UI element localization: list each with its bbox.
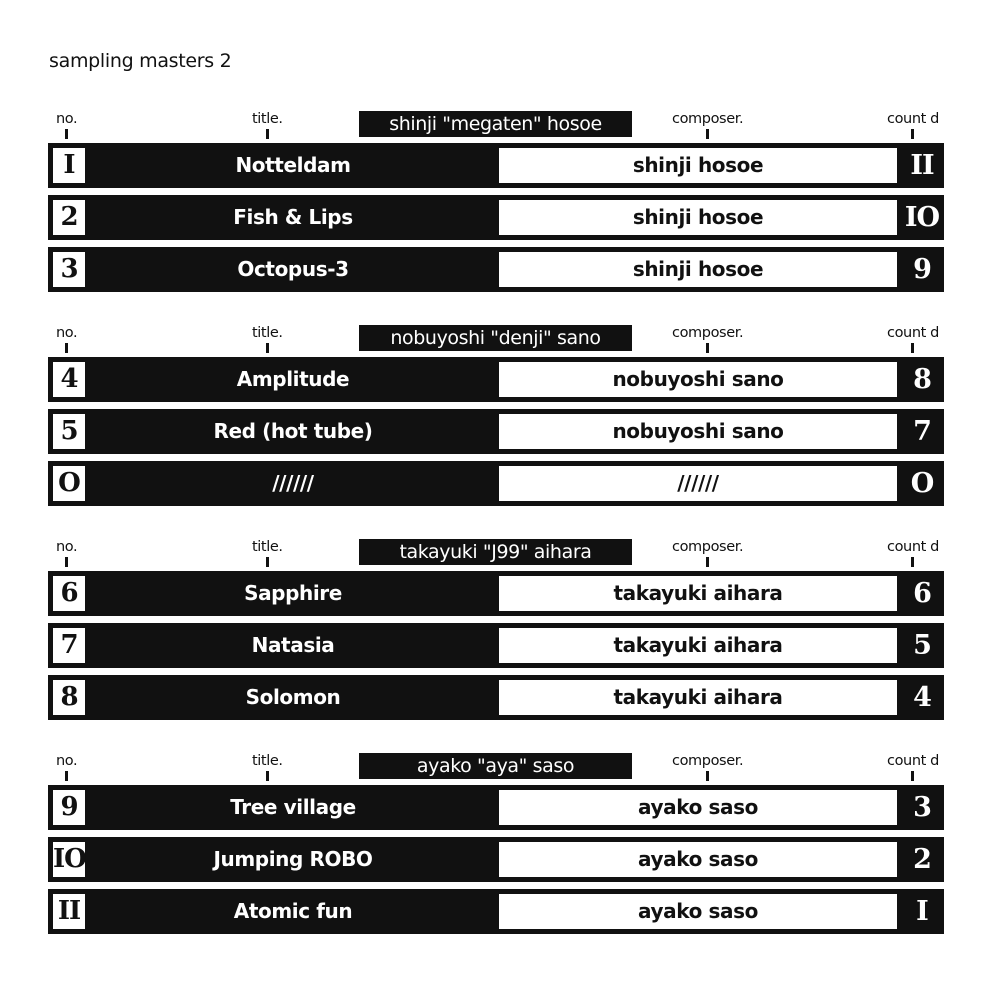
track-row [48,195,944,240]
track-count: 2 [913,844,931,875]
track-title: Red (hot tube) [213,419,373,443]
track-composer: ayako saso [499,790,897,825]
group-ayako-saso [0,753,1000,953]
track-title: Fish & Lips [233,205,353,229]
track-composer: shinji hosoe [499,148,897,183]
header-composer: composer. [672,539,744,555]
artist-label: ayako "aya" saso [359,753,632,779]
artist-label: nobuyoshi "denji" sano [359,325,632,351]
track-row [48,889,944,934]
header-no: no. [56,325,78,341]
header-count: count d [887,111,939,127]
header-title: title. [252,111,283,127]
track-count: I [916,896,928,927]
track-number: 5 [53,414,85,449]
header-composer: composer. [672,753,744,769]
track-composer: takayuki aihara [499,576,897,611]
track-number: 2 [53,200,85,235]
track-composer: shinji hosoe [499,252,897,287]
track-title: Atomic fun [233,899,353,923]
track-count: O [910,468,934,499]
track-title: Octopus-3 [237,257,349,281]
track-composer: takayuki aihara [499,628,897,663]
track-count: 7 [913,416,931,447]
header-count: count d [887,325,939,341]
track-title: Jumping ROBO [213,847,373,871]
header-title: title. [252,753,283,769]
track-composer: nobuyoshi sano [499,362,897,397]
track-row [48,461,944,506]
track-count: 3 [913,792,931,823]
group-nobuyoshi-sano [0,325,1000,525]
track-composer: takayuki aihara [499,680,897,715]
header-title: title. [252,325,283,341]
track-number: 3 [53,252,85,287]
track-number: 6 [53,576,85,611]
artist-label: shinji "megaten" hosoe [359,111,632,137]
track-count: II [910,150,934,181]
track-title: Tree village [230,795,356,819]
track-row [48,571,944,616]
track-row [48,837,944,882]
track-composer: nobuyoshi sano [499,414,897,449]
header-no: no. [56,539,78,555]
header-no: no. [56,753,78,769]
track-number: 8 [53,680,85,715]
track-title: ////// [272,471,314,495]
track-composer: ayako saso [499,894,897,929]
group-shinji-hosoe [0,111,1000,311]
track-row [48,675,944,720]
track-title: Notteldam [235,153,351,177]
page-title: sampling masters 2 [49,50,232,72]
track-count: 6 [913,578,931,609]
track-number: 4 [53,362,85,397]
track-row [48,409,944,454]
track-row [48,785,944,830]
track-title: Solomon [245,685,341,709]
header-count: count d [887,539,939,555]
header-title: title. [252,539,283,555]
group-takayuki-aihara [0,539,1000,739]
track-count: 4 [913,682,931,713]
track-composer: shinji hosoe [499,200,897,235]
track-count: 9 [913,254,931,285]
header-composer: composer. [672,325,744,341]
track-number: O [53,466,85,501]
track-number: 9 [53,790,85,825]
track-number: II [53,894,85,929]
track-row [48,357,944,402]
track-row [48,623,944,668]
track-title: Amplitude [236,367,350,391]
track-title: Sapphire [244,581,342,605]
track-number: 7 [53,628,85,663]
header-no: no. [56,111,78,127]
artist-label: takayuki "J99" aihara [359,539,632,565]
header-count: count d [887,753,939,769]
track-composer: ////// [499,466,897,501]
header-composer: composer. [672,111,744,127]
track-row [48,247,944,292]
track-composer: ayako saso [499,842,897,877]
track-title: Natasia [251,633,335,657]
track-count: IO [904,202,940,233]
track-number: IO [53,842,85,877]
track-row [48,143,944,188]
track-number: I [53,148,85,183]
track-count: 8 [913,364,931,395]
track-count: 5 [913,630,931,661]
